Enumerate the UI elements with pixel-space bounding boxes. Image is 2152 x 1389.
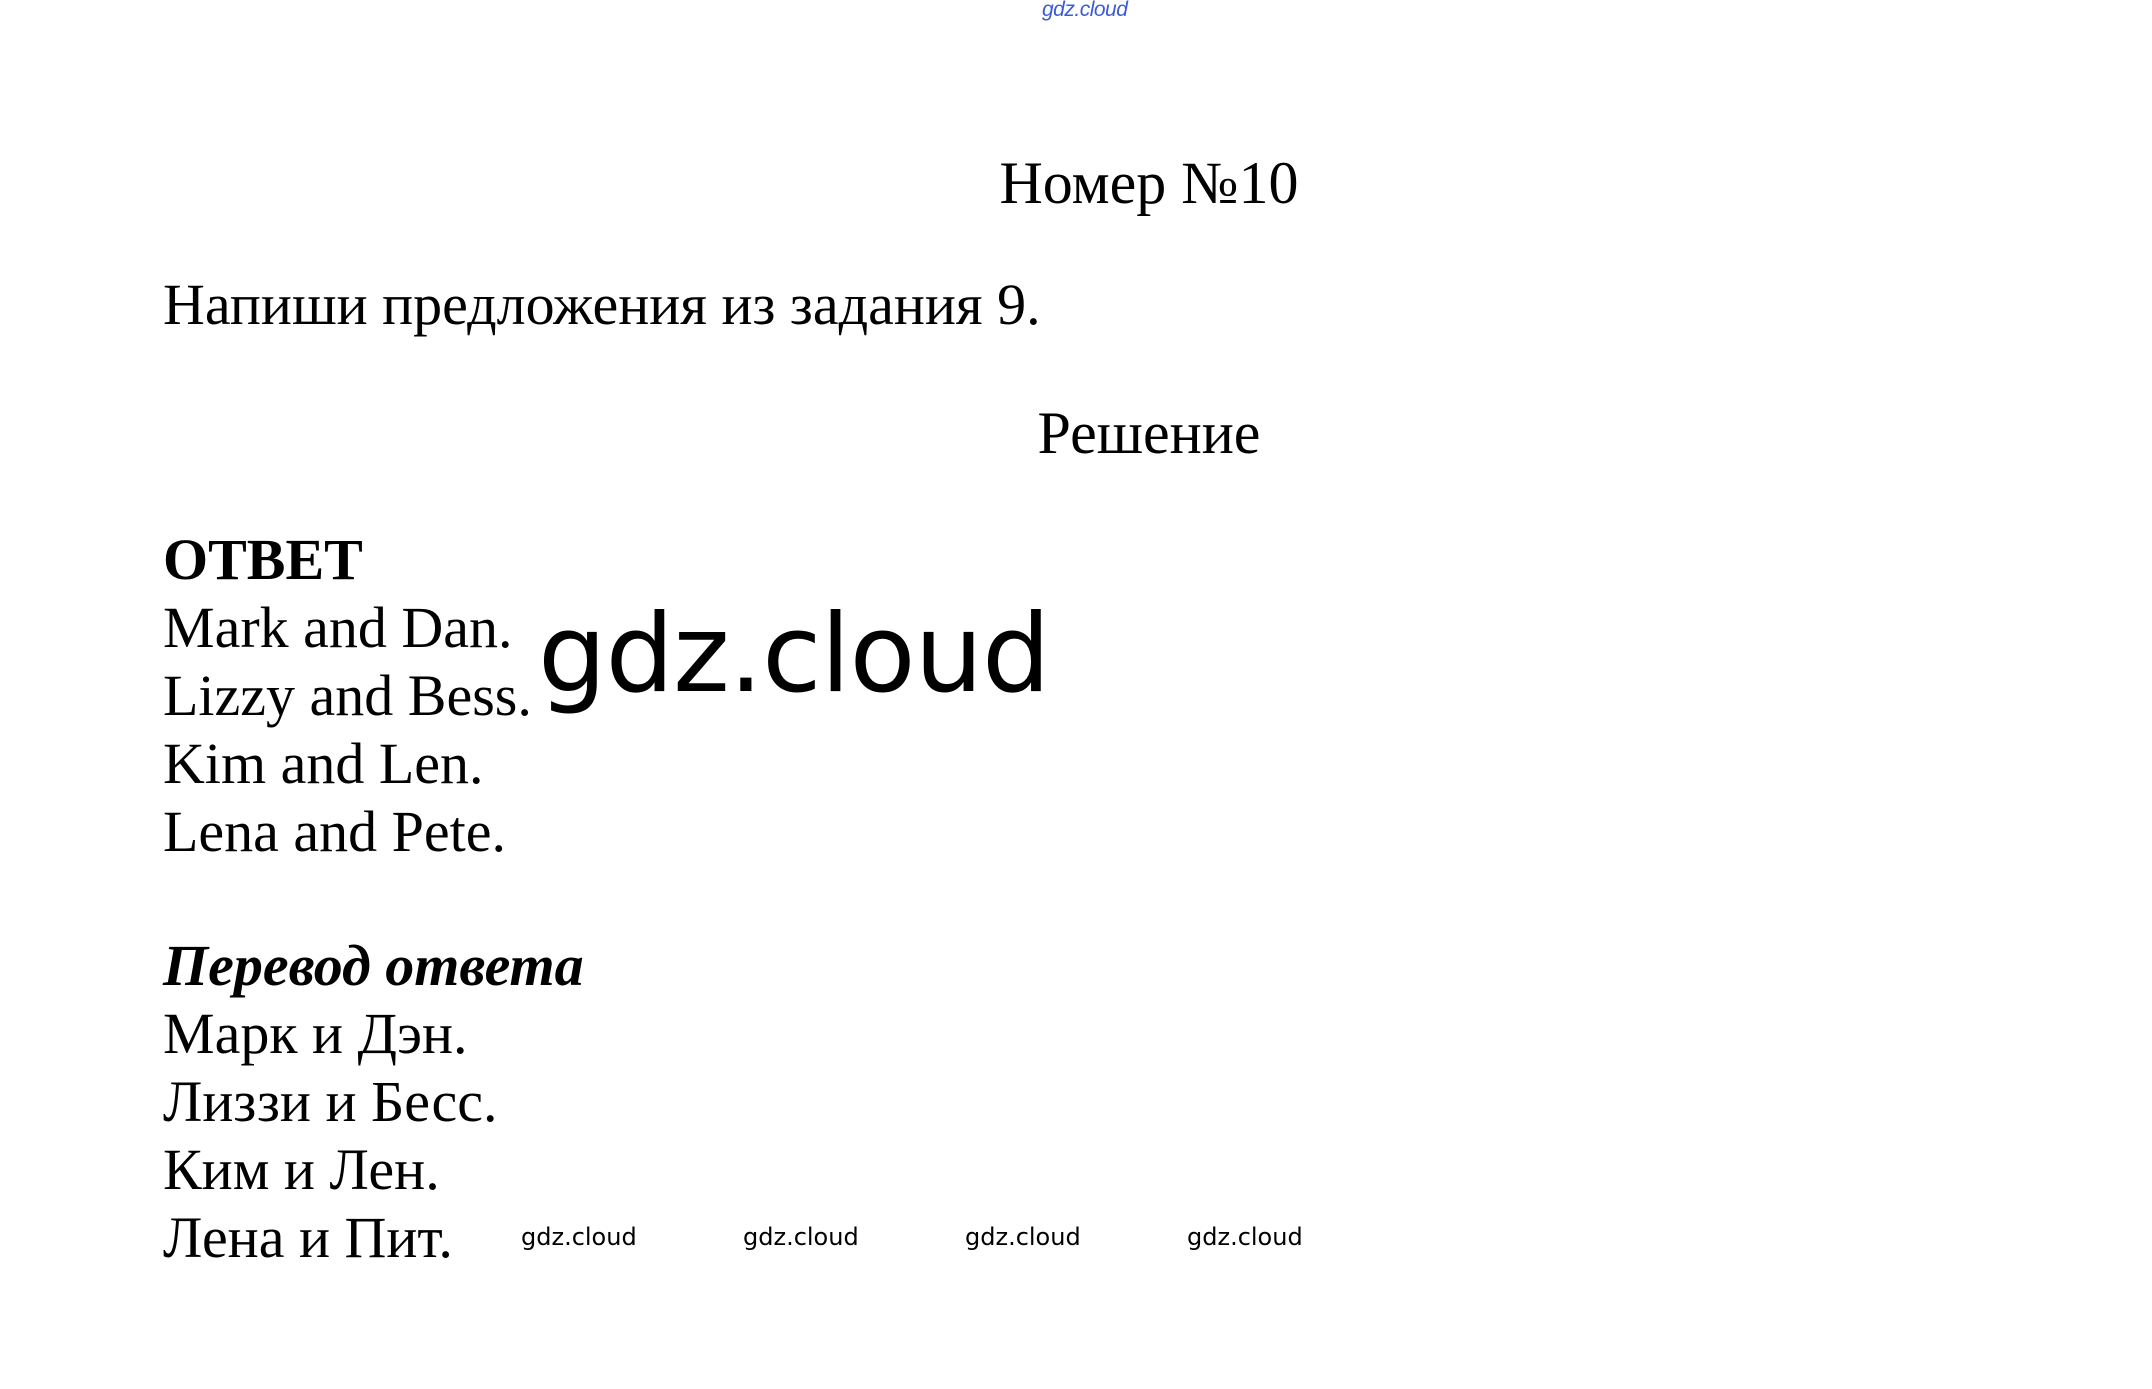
small-watermark: gdz.cloud	[965, 1223, 1081, 1251]
answer-heading: ОТВЕТ	[163, 527, 363, 592]
translation-heading: Перевод ответа	[163, 933, 584, 998]
answer-line: Mark and Dan.	[163, 595, 513, 660]
translation-line: Лиззи и Бесс.	[163, 1069, 498, 1134]
answer-line: Kim and Len.	[163, 731, 484, 796]
answer-line: Lena and Pete.	[163, 799, 507, 864]
top-watermark: gdz.cloud	[1042, 0, 1128, 21]
page-title	[0, 148, 2152, 218]
solution-heading-text: Решение	[1037, 400, 1261, 466]
translation-lines	[163, 1000, 497, 1272]
answer-lines	[163, 594, 532, 866]
solution-heading	[0, 398, 2152, 468]
translation-line: Ким и Лен.	[163, 1137, 440, 1202]
task-text: Напиши предложения из задания 9.	[163, 272, 1041, 337]
small-watermark: gdz.cloud	[1187, 1223, 1303, 1251]
small-watermark: gdz.cloud	[743, 1223, 859, 1251]
small-watermark: gdz.cloud	[521, 1223, 637, 1251]
page-title-text: Номер №10	[999, 150, 1299, 216]
translation-line: Лена и Пит.	[163, 1205, 453, 1270]
translation-line: Марк и Дэн.	[163, 1001, 468, 1066]
answer-line: Lizzy and Bess.	[163, 663, 532, 728]
big-watermark: gdz.cloud	[538, 592, 1050, 717]
